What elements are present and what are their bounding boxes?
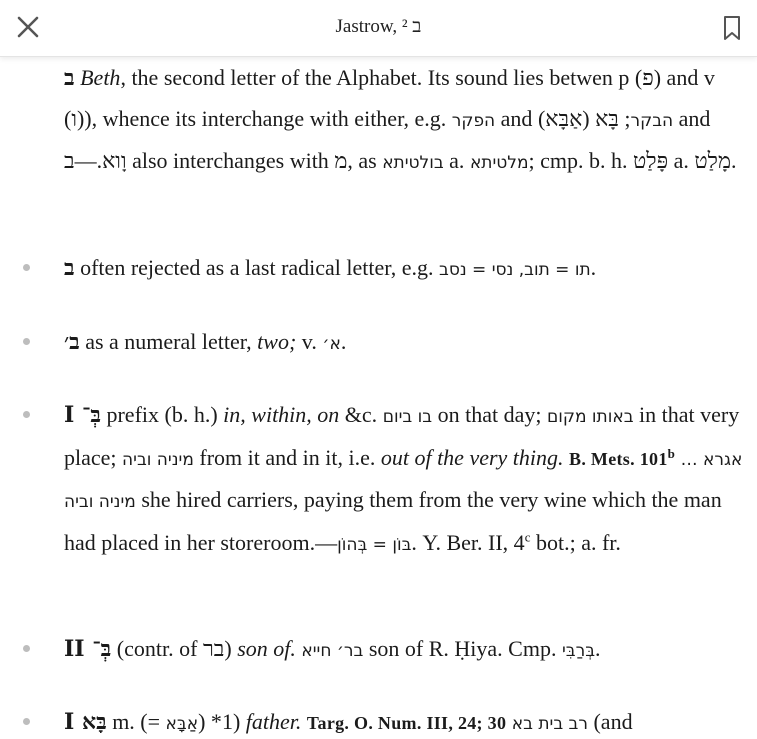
entry-be-son-of: II בְּ־ (contr. of בר) son of. בר׳ חייא son of R. Ḥiya. Cmp. בְּרַבִּי.: [64, 636, 601, 662]
page-title: Jastrow, ² ב: [335, 16, 422, 37]
hebrew-link[interactable]: הפקר: [451, 110, 496, 131]
bookmark-button[interactable]: [721, 14, 743, 42]
hebrew-link[interactable]: בו ביום: [382, 407, 433, 427]
hebrew-link[interactable]: בָּא: [595, 106, 619, 132]
dictionary-content: [0, 58, 757, 739]
entry-be-prefix: I בְּ־ prefix (b. h.) in, within, on &c. בו ביום on that day; באותו מקום in that very place; מיניה וביה from it and in it, i.e. out of the very thing. B. Mets. 101$^b$ אגרא … מיניה וביה she hired carriers, paying them from the very wine which the man had placed in her storeroom.—בּוֹן = בְּהוֹן. Y. Ber. II, 4$^c$ bot.; a. fr.: [64, 402, 743, 555]
top-bar: [0, 0, 757, 57]
hebrew-link[interactable]: בּוֹן = בְּהוֹן: [337, 534, 412, 555]
entry-beth-letter: ב Beth, the second letter of the Alphabet. Its sound lies betwen p (פ) and v (ו)), whence its interchange with either, e.g. הפקר and הבקר; בָּא (אַבָּא) and וָוא.—ב also interchanges with מ, as בולטיתא a. מלטיתא; cmp. b. h. פָּלַט a. מָלַט.: [64, 65, 737, 174]
hebrew-link[interactable]: א׳: [322, 334, 341, 354]
hebrew-link[interactable]: אַבָּא: [165, 714, 199, 734]
entry-beth-numeral: ב׳ as a numeral letter, two; v. א׳.: [64, 329, 347, 355]
hebrew-link[interactable]: וָוא: [102, 149, 127, 174]
entry-headword: ב: [64, 65, 75, 91]
hebrew-link[interactable]: בולטיתא: [382, 153, 444, 173]
list-bullet: [23, 645, 30, 652]
entry-beth-radical: ב often rejected as a last radical letter, e.g. תו = תוב, נסי = נסב.: [64, 255, 597, 281]
entry-headword: II בְּ־: [64, 636, 112, 662]
hebrew-link[interactable]: אַבָּא: [545, 106, 583, 132]
entry-headword: I בְּ־: [64, 402, 101, 428]
entry-headword: ב: [64, 255, 75, 281]
hebrew-link[interactable]: אגרא … מיניה וביה: [64, 449, 743, 512]
hebrew-link[interactable]: בְּרַבִּי: [561, 641, 596, 661]
hebrew-link[interactable]: באותו מקום: [546, 407, 634, 427]
source-reference[interactable]: B. Mets. 101$^b$: [569, 445, 676, 469]
hebrew-link[interactable]: תו = תוב, נסי = נסב: [438, 260, 591, 280]
entry-headword: ב׳: [64, 329, 80, 355]
hebrew-link[interactable]: מלטיתא: [469, 153, 529, 173]
hebrew-link[interactable]: מָלַט: [694, 149, 732, 174]
hebrew-link[interactable]: הבקר: [630, 110, 674, 131]
hebrew-link[interactable]: מיניה וביה: [122, 449, 194, 470]
list-bullet: [23, 264, 30, 271]
entry-ba-father: I בָּא m. (= אַבָּא) *1) father. Targ. O. Num. III, 24; 30 רב בית בא (and: [64, 709, 633, 735]
hebrew-link[interactable]: פָּלַט: [633, 149, 669, 174]
hebrew-link[interactable]: בר׳ חייא: [301, 641, 364, 661]
entry-headword: I בָּא: [64, 709, 107, 735]
hebrew-link[interactable]: רב בית בא: [511, 714, 588, 734]
list-bullet: [23, 411, 30, 418]
list-bullet: [23, 718, 30, 725]
source-reference[interactable]: Targ. O. Num. III, 24; 30: [306, 713, 507, 733]
list-bullet: [23, 338, 30, 345]
bookmark-icon: [721, 14, 743, 42]
